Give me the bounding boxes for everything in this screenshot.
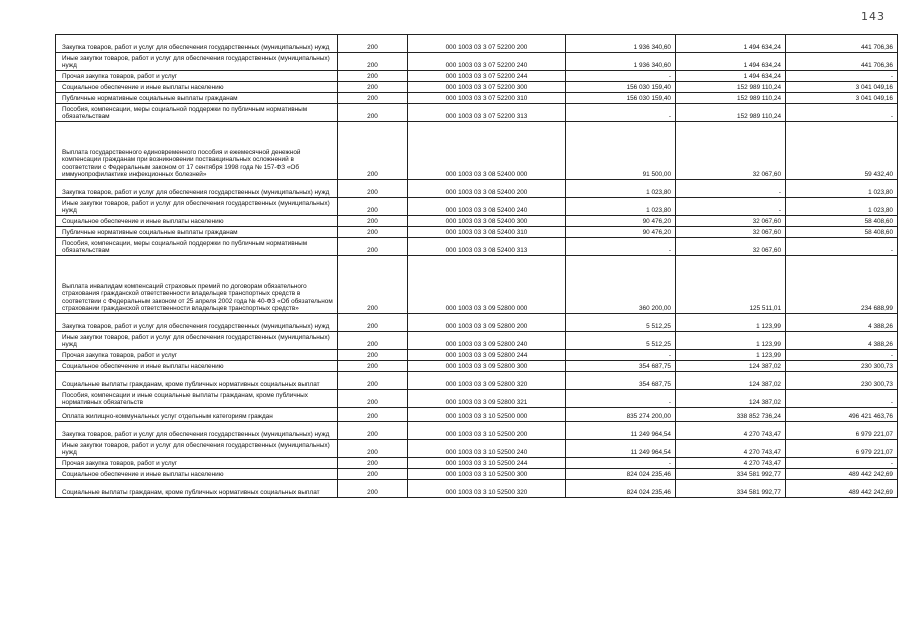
row-line-code-cell: 200 xyxy=(338,71,408,82)
table-row xyxy=(56,53,898,71)
row-approved-cell: 824 024 235,46 xyxy=(566,480,676,498)
row-executed-cell: 32 067,60 xyxy=(676,216,786,227)
row-approved-cell: 354 687,75 xyxy=(566,372,676,390)
row-approved-cell: 156 030 159,40 xyxy=(566,93,676,104)
row-line-code-cell: 200 xyxy=(338,104,408,122)
table-row xyxy=(56,332,898,350)
row-approved-cell: 1 936 340,60 xyxy=(566,53,676,71)
row-executed-cell: - xyxy=(676,180,786,198)
row-name-cell: Социальное обеспечение и иные выплаты населению xyxy=(56,361,338,372)
row-executed-cell: 124 387,02 xyxy=(676,390,786,408)
row-line-code-cell: 200 xyxy=(338,361,408,372)
row-line-code-cell: 200 xyxy=(338,122,408,180)
row-unexecuted-cell: 230 300,73 xyxy=(786,361,898,372)
row-name-cell: Социальное обеспечение и иные выплаты населению xyxy=(56,216,338,227)
row-unexecuted-cell: - xyxy=(786,104,898,122)
row-unexecuted-cell: 3 041 049,16 xyxy=(786,82,898,93)
table-row xyxy=(56,35,898,53)
row-budget-code-cell: 000 1003 03 3 10 52500 000 xyxy=(408,408,566,422)
table-row xyxy=(56,408,898,422)
row-unexecuted-cell: - xyxy=(786,71,898,82)
row-executed-cell: 32 067,60 xyxy=(676,238,786,256)
row-name-cell: Иные закупки товаров, работ и услуг для обеспечения государственных (муниципальных) нужд xyxy=(56,440,338,458)
row-budget-code-cell: 000 1003 03 3 08 52400 240 xyxy=(408,198,566,216)
row-executed-cell: 334 581 992,77 xyxy=(676,469,786,480)
row-executed-cell: 152 989 110,24 xyxy=(676,93,786,104)
row-unexecuted-cell: - xyxy=(786,350,898,361)
row-unexecuted-cell: 58 408,60 xyxy=(786,227,898,238)
row-budget-code-cell: 000 1003 03 3 09 52800 300 xyxy=(408,361,566,372)
row-unexecuted-cell: 1 023,80 xyxy=(786,198,898,216)
row-unexecuted-cell: - xyxy=(786,390,898,408)
table-row xyxy=(56,480,898,498)
row-unexecuted-cell: - xyxy=(786,458,898,469)
row-unexecuted-cell: 6 979 221,07 xyxy=(786,422,898,440)
row-budget-code-cell: 000 1003 03 3 07 52200 300 xyxy=(408,82,566,93)
row-name-cell: Выплата инвалидам компенсаций страховых премий по договорам обязательного страхования гражданской ответственности владельцев транспортных средств в соответствии с Федеральным законом от 25 апреля 2002 года № 40-ФЗ «Об обязательном страховании гражданской ответственности владельцев транспортных средств» xyxy=(56,256,338,314)
row-executed-cell: 1 123,99 xyxy=(676,314,786,332)
row-name-cell: Пособия, компенсации, меры социальной поддержки по публичным нормативным обязательствам xyxy=(56,238,338,256)
row-approved-cell: - xyxy=(566,350,676,361)
row-budget-code-cell: 000 1003 03 3 09 52800 000 xyxy=(408,256,566,314)
row-budget-code-cell: 000 1003 03 3 09 52800 320 xyxy=(408,372,566,390)
row-executed-cell: 4 270 743,47 xyxy=(676,422,786,440)
table-row xyxy=(56,180,898,198)
row-name-cell: Публичные нормативные социальные выплаты гражданам xyxy=(56,227,338,238)
row-line-code-cell: 200 xyxy=(338,408,408,422)
row-approved-cell: 11 249 964,54 xyxy=(566,440,676,458)
row-name-cell: Закупка товаров, работ и услуг для обеспечения государственных (муниципальных) нужд xyxy=(56,422,338,440)
row-budget-code-cell: 000 1003 03 3 07 52200 313 xyxy=(408,104,566,122)
row-name-cell: Закупка товаров, работ и услуг для обеспечения государственных (муниципальных) нужд xyxy=(56,35,338,53)
row-name-cell: Оплата жилищно-коммунальных услуг отдельным категориям граждан xyxy=(56,408,338,422)
row-executed-cell: 32 067,60 xyxy=(676,122,786,180)
table-row xyxy=(56,422,898,440)
row-executed-cell: 32 067,60 xyxy=(676,227,786,238)
row-line-code-cell: 200 xyxy=(338,35,408,53)
row-name-cell: Выплата государственного единовременного пособия и ежемесячной денежной компенсации гражданам при возникновении поствакцинальных осложнений в соответствии с Федеральным законом от 17 сентября 1998 года № 157-ФЗ «Об иммунопрофилактике инфекционных болезней» xyxy=(56,122,338,180)
row-unexecuted-cell: 234 688,99 xyxy=(786,256,898,314)
table-row xyxy=(56,458,898,469)
row-name-cell: Публичные нормативные социальные выплаты гражданам xyxy=(56,93,338,104)
row-line-code-cell: 200 xyxy=(338,469,408,480)
row-budget-code-cell: 000 1003 03 3 08 52400 200 xyxy=(408,180,566,198)
row-name-cell: Иные закупки товаров, работ и услуг для обеспечения государственных (муниципальных) нужд xyxy=(56,198,338,216)
row-approved-cell: 5 512,25 xyxy=(566,314,676,332)
row-executed-cell: 334 581 992,77 xyxy=(676,480,786,498)
row-name-cell: Социальные выплаты гражданам, кроме публичных нормативных социальных выплат xyxy=(56,480,338,498)
table-row xyxy=(56,469,898,480)
row-executed-cell: 1 123,99 xyxy=(676,350,786,361)
row-executed-cell: 124 387,02 xyxy=(676,372,786,390)
row-unexecuted-cell: 489 442 242,69 xyxy=(786,469,898,480)
row-name-cell: Прочая закупка товаров, работ и услуг xyxy=(56,71,338,82)
row-name-cell: Иные закупки товаров, работ и услуг для обеспечения государственных (муниципальных) нужд xyxy=(56,53,338,71)
row-executed-cell: 152 989 110,24 xyxy=(676,104,786,122)
row-unexecuted-cell: 59 432,40 xyxy=(786,122,898,180)
row-approved-cell: 11 249 964,54 xyxy=(566,422,676,440)
row-approved-cell: 90 476,20 xyxy=(566,216,676,227)
row-approved-cell: 1 936 340,60 xyxy=(566,35,676,53)
table-row xyxy=(56,122,898,180)
table-row xyxy=(56,227,898,238)
row-line-code-cell: 200 xyxy=(338,422,408,440)
row-executed-cell: - xyxy=(676,198,786,216)
row-line-code-cell: 200 xyxy=(338,216,408,227)
row-line-code-cell: 200 xyxy=(338,198,408,216)
row-approved-cell: 91 500,00 xyxy=(566,122,676,180)
row-executed-cell: 1 494 634,24 xyxy=(676,71,786,82)
row-budget-code-cell: 000 1003 03 3 08 52400 310 xyxy=(408,227,566,238)
row-approved-cell: - xyxy=(566,458,676,469)
table-row xyxy=(56,350,898,361)
row-line-code-cell: 200 xyxy=(338,256,408,314)
row-executed-cell: 1 123,99 xyxy=(676,332,786,350)
row-line-code-cell: 200 xyxy=(338,238,408,256)
row-budget-code-cell: 000 1003 03 3 09 52800 240 xyxy=(408,332,566,350)
row-approved-cell: 1 023,80 xyxy=(566,198,676,216)
row-name-cell: Иные закупки товаров, работ и услуг для обеспечения государственных (муниципальных) нужд xyxy=(56,332,338,350)
row-budget-code-cell: 000 1003 03 3 09 52800 321 xyxy=(408,390,566,408)
row-line-code-cell: 200 xyxy=(338,82,408,93)
row-executed-cell: 125 511,01 xyxy=(676,256,786,314)
row-budget-code-cell: 000 1003 03 3 10 52500 320 xyxy=(408,480,566,498)
row-name-cell: Социальное обеспечение и иные выплаты населению xyxy=(56,469,338,480)
table-row xyxy=(56,314,898,332)
row-budget-code-cell: 000 1003 03 3 10 52500 300 xyxy=(408,469,566,480)
row-approved-cell: 156 030 159,40 xyxy=(566,82,676,93)
page-number-mark: 143 xyxy=(861,10,885,23)
row-line-code-cell: 200 xyxy=(338,332,408,350)
row-budget-code-cell: 000 1003 03 3 07 52200 244 xyxy=(408,71,566,82)
row-line-code-cell: 200 xyxy=(338,480,408,498)
row-unexecuted-cell: 4 388,26 xyxy=(786,332,898,350)
row-line-code-cell: 200 xyxy=(338,350,408,361)
row-budget-code-cell: 000 1003 03 3 10 52500 244 xyxy=(408,458,566,469)
row-approved-cell: - xyxy=(566,238,676,256)
row-name-cell: Социальное обеспечение и иные выплаты населению xyxy=(56,82,338,93)
row-executed-cell: 1 494 634,24 xyxy=(676,35,786,53)
row-line-code-cell: 200 xyxy=(338,93,408,104)
row-unexecuted-cell: 6 979 221,07 xyxy=(786,440,898,458)
row-executed-cell: 124 387,02 xyxy=(676,361,786,372)
row-budget-code-cell: 000 1003 03 3 09 52800 244 xyxy=(408,350,566,361)
row-approved-cell: 90 476,20 xyxy=(566,227,676,238)
row-line-code-cell: 200 xyxy=(338,390,408,408)
row-approved-cell: 1 023,80 xyxy=(566,180,676,198)
row-unexecuted-cell: 230 300,73 xyxy=(786,372,898,390)
row-approved-cell: - xyxy=(566,104,676,122)
row-budget-code-cell: 000 1003 03 3 07 52200 310 xyxy=(408,93,566,104)
budget-execution-table xyxy=(55,34,898,498)
row-line-code-cell: 200 xyxy=(338,227,408,238)
row-name-cell: Пособия, компенсации, меры социальной поддержки по публичным нормативным обязательствам xyxy=(56,104,338,122)
row-executed-cell: 1 494 634,24 xyxy=(676,53,786,71)
row-executed-cell: 4 270 743,47 xyxy=(676,458,786,469)
row-budget-code-cell: 000 1003 03 3 09 52800 200 xyxy=(408,314,566,332)
row-unexecuted-cell: 489 442 242,69 xyxy=(786,480,898,498)
table-body xyxy=(56,35,898,498)
row-line-code-cell: 200 xyxy=(338,314,408,332)
row-executed-cell: 338 852 736,24 xyxy=(676,408,786,422)
row-name-cell: Социальные выплаты гражданам, кроме публичных нормативных социальных выплат xyxy=(56,372,338,390)
row-budget-code-cell: 000 1003 03 3 08 52400 300 xyxy=(408,216,566,227)
table-row xyxy=(56,390,898,408)
row-budget-code-cell: 000 1003 03 3 08 52400 313 xyxy=(408,238,566,256)
row-name-cell: Закупка товаров, работ и услуг для обеспечения государственных (муниципальных) нужд xyxy=(56,314,338,332)
table-row xyxy=(56,198,898,216)
row-approved-cell: 5 512,25 xyxy=(566,332,676,350)
row-line-code-cell: 200 xyxy=(338,180,408,198)
row-budget-code-cell: 000 1003 03 3 10 52500 240 xyxy=(408,440,566,458)
table-row xyxy=(56,71,898,82)
row-approved-cell: 824 024 235,46 xyxy=(566,469,676,480)
row-budget-code-cell: 000 1003 03 3 07 52200 200 xyxy=(408,35,566,53)
row-budget-code-cell: 000 1003 03 3 10 52500 200 xyxy=(408,422,566,440)
row-budget-code-cell: 000 1003 03 3 08 52400 000 xyxy=(408,122,566,180)
row-approved-cell: 360 200,00 xyxy=(566,256,676,314)
row-approved-cell: - xyxy=(566,71,676,82)
table-row xyxy=(56,440,898,458)
table-row xyxy=(56,256,898,314)
row-line-code-cell: 200 xyxy=(338,458,408,469)
row-budget-code-cell: 000 1003 03 3 07 52200 240 xyxy=(408,53,566,71)
row-unexecuted-cell: 58 408,60 xyxy=(786,216,898,227)
row-approved-cell: 835 274 200,00 xyxy=(566,408,676,422)
table-row xyxy=(56,372,898,390)
row-line-code-cell: 200 xyxy=(338,53,408,71)
row-line-code-cell: 200 xyxy=(338,372,408,390)
row-executed-cell: 152 989 110,24 xyxy=(676,82,786,93)
row-name-cell: Прочая закупка товаров, работ и услуг xyxy=(56,350,338,361)
row-name-cell: Прочая закупка товаров, работ и услуг xyxy=(56,458,338,469)
row-name-cell: Закупка товаров, работ и услуг для обеспечения государственных (муниципальных) нужд xyxy=(56,180,338,198)
table-row xyxy=(56,82,898,93)
row-unexecuted-cell: 441 706,36 xyxy=(786,35,898,53)
row-name-cell: Пособия, компенсации и иные социальные выплаты гражданам, кроме публичных нормативных обязательств xyxy=(56,390,338,408)
table-row xyxy=(56,216,898,227)
table-row xyxy=(56,361,898,372)
table-row xyxy=(56,93,898,104)
table-row xyxy=(56,104,898,122)
row-executed-cell: 4 270 743,47 xyxy=(676,440,786,458)
row-unexecuted-cell: 496 421 463,76 xyxy=(786,408,898,422)
row-unexecuted-cell: 3 041 049,16 xyxy=(786,93,898,104)
row-line-code-cell: 200 xyxy=(338,440,408,458)
row-unexecuted-cell: 441 706,36 xyxy=(786,53,898,71)
row-unexecuted-cell: - xyxy=(786,238,898,256)
row-unexecuted-cell: 4 388,26 xyxy=(786,314,898,332)
row-approved-cell: - xyxy=(566,390,676,408)
row-unexecuted-cell: 1 023,80 xyxy=(786,180,898,198)
table-row xyxy=(56,238,898,256)
row-approved-cell: 354 687,75 xyxy=(566,361,676,372)
